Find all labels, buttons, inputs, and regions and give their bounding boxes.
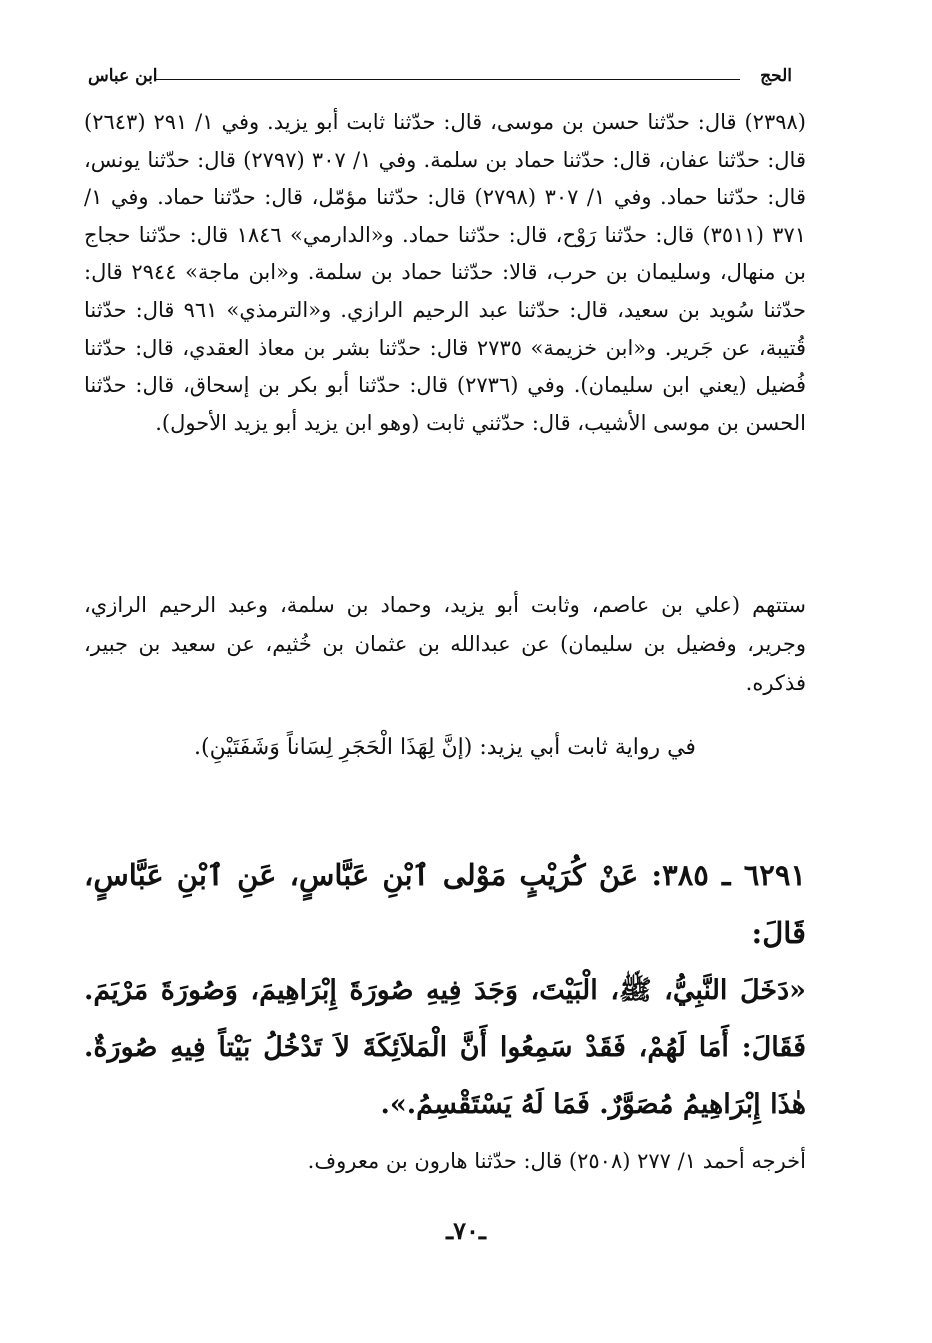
running-header bbox=[88, 66, 792, 90]
chapter-title: الحج bbox=[760, 66, 792, 86]
section-title: ابن عباس bbox=[88, 66, 158, 86]
variant-narration: في رواية ثابت أبي يزيد: (إنَّ لِهَذَا الْحَجَرِ لِسَاناً وَشَفَتَيْنِ). bbox=[194, 735, 696, 760]
source-note: أخرجه أحمد ١/ ٢٧٧ (٢٥٠٨) قال: حدّثنا هارون بن معروف. bbox=[307, 1149, 806, 1173]
hadith-heading: ٦٢٩١ ـ ٣٨٥: عَنْ كُرَيْبٍ مَوْلى ٱبْنِ عَبَّاسٍ، عَنِ ٱبْنِ عَبَّاسٍ، قَالَ: bbox=[84, 858, 806, 950]
hadith-text: «دَخَلَ النَّبِيُّ، ﷺ، الْبَيْتَ، وَجَدَ فِيهِ صُورَةَ إِبْرَاهِيمَ، وَصُورَةَ مَرْيَمَ. فَقَالَ: أَمَا لَهُمْ، فَقَدْ سَمِعُوا أَنَّ الْمَلاَئِكَةَ لاَ تَدْخُلُ بَيْتاً فِيهِ صُورَةٌ. هٰذَا إِبْرَاهِيمُ مُصَوَّرٌ. فَمَا لَهُ يَسْتَقْسِمُ.». bbox=[84, 975, 806, 1120]
isnad-summary: ستتهم (علي بن عاصم، وثابت أبو يزيد، وحماد بن سلمة، وعبد الرحيم الرازي، وجرير، وفضيل بن سليمان) عن عبدالله بن عثمان بن خُثيم، عن سعيد بن جبير، فذكره. bbox=[84, 593, 806, 695]
takhrij-notes: (٢٣٩٨) قال: حدّثنا حسن بن موسى، قال: حدّثنا ثابت أبو يزيد. وفي ١/ ٢٩١ (٢٦٤٣) قال: حدّثنا عفان، قال: حدّثنا حماد بن سلمة. وفي ١/ ٣٠٧ (٢٧٩٧) قال: حدّثنا يونس، قال: حدّثنا حماد. وفي ١/ ٣٠٧ (٢٧٩٨) قال: حدّثنا مؤمّل، قال: حدّثنا حماد. وفي ١/ ٣٧١ (٣٥١١) قال: حدّثنا رَوْح، قال: حدّثنا حماد. و«الدارمي» ١٨٤٦ قال: حدّثنا حجاج بن منهال، وسليمان بن حرب، قالا: حدّثنا حماد بن سلمة. و«ابن ماجة» ٢٩٤٤ قال: حدّثنا سُويد بن سعيد، قال: حدّثنا عبد الرحيم الرازي. و«الترمذي» ٩٦١ قال: حدّثنا قُتيبة، عن جَرير. و«ابن خزيمة» ٢٧٣٥ قال: حدّثنا بشر بن معاذ العقدي، قال: حدّثنا فُضيل (يعني ابن سليمان). وفي (٢٧٣٦) قال: حدّثنا أبو بكر بن إسحاق، قال: حدّثنا الحسن بن موسى الأشيب، قال: حدّثني ثابت (وهو ابن يزيد أبو يزيد الأحول). bbox=[84, 110, 807, 435]
header-rule bbox=[154, 79, 740, 80]
page-number: ـ٧٠ـ bbox=[446, 1216, 486, 1245]
